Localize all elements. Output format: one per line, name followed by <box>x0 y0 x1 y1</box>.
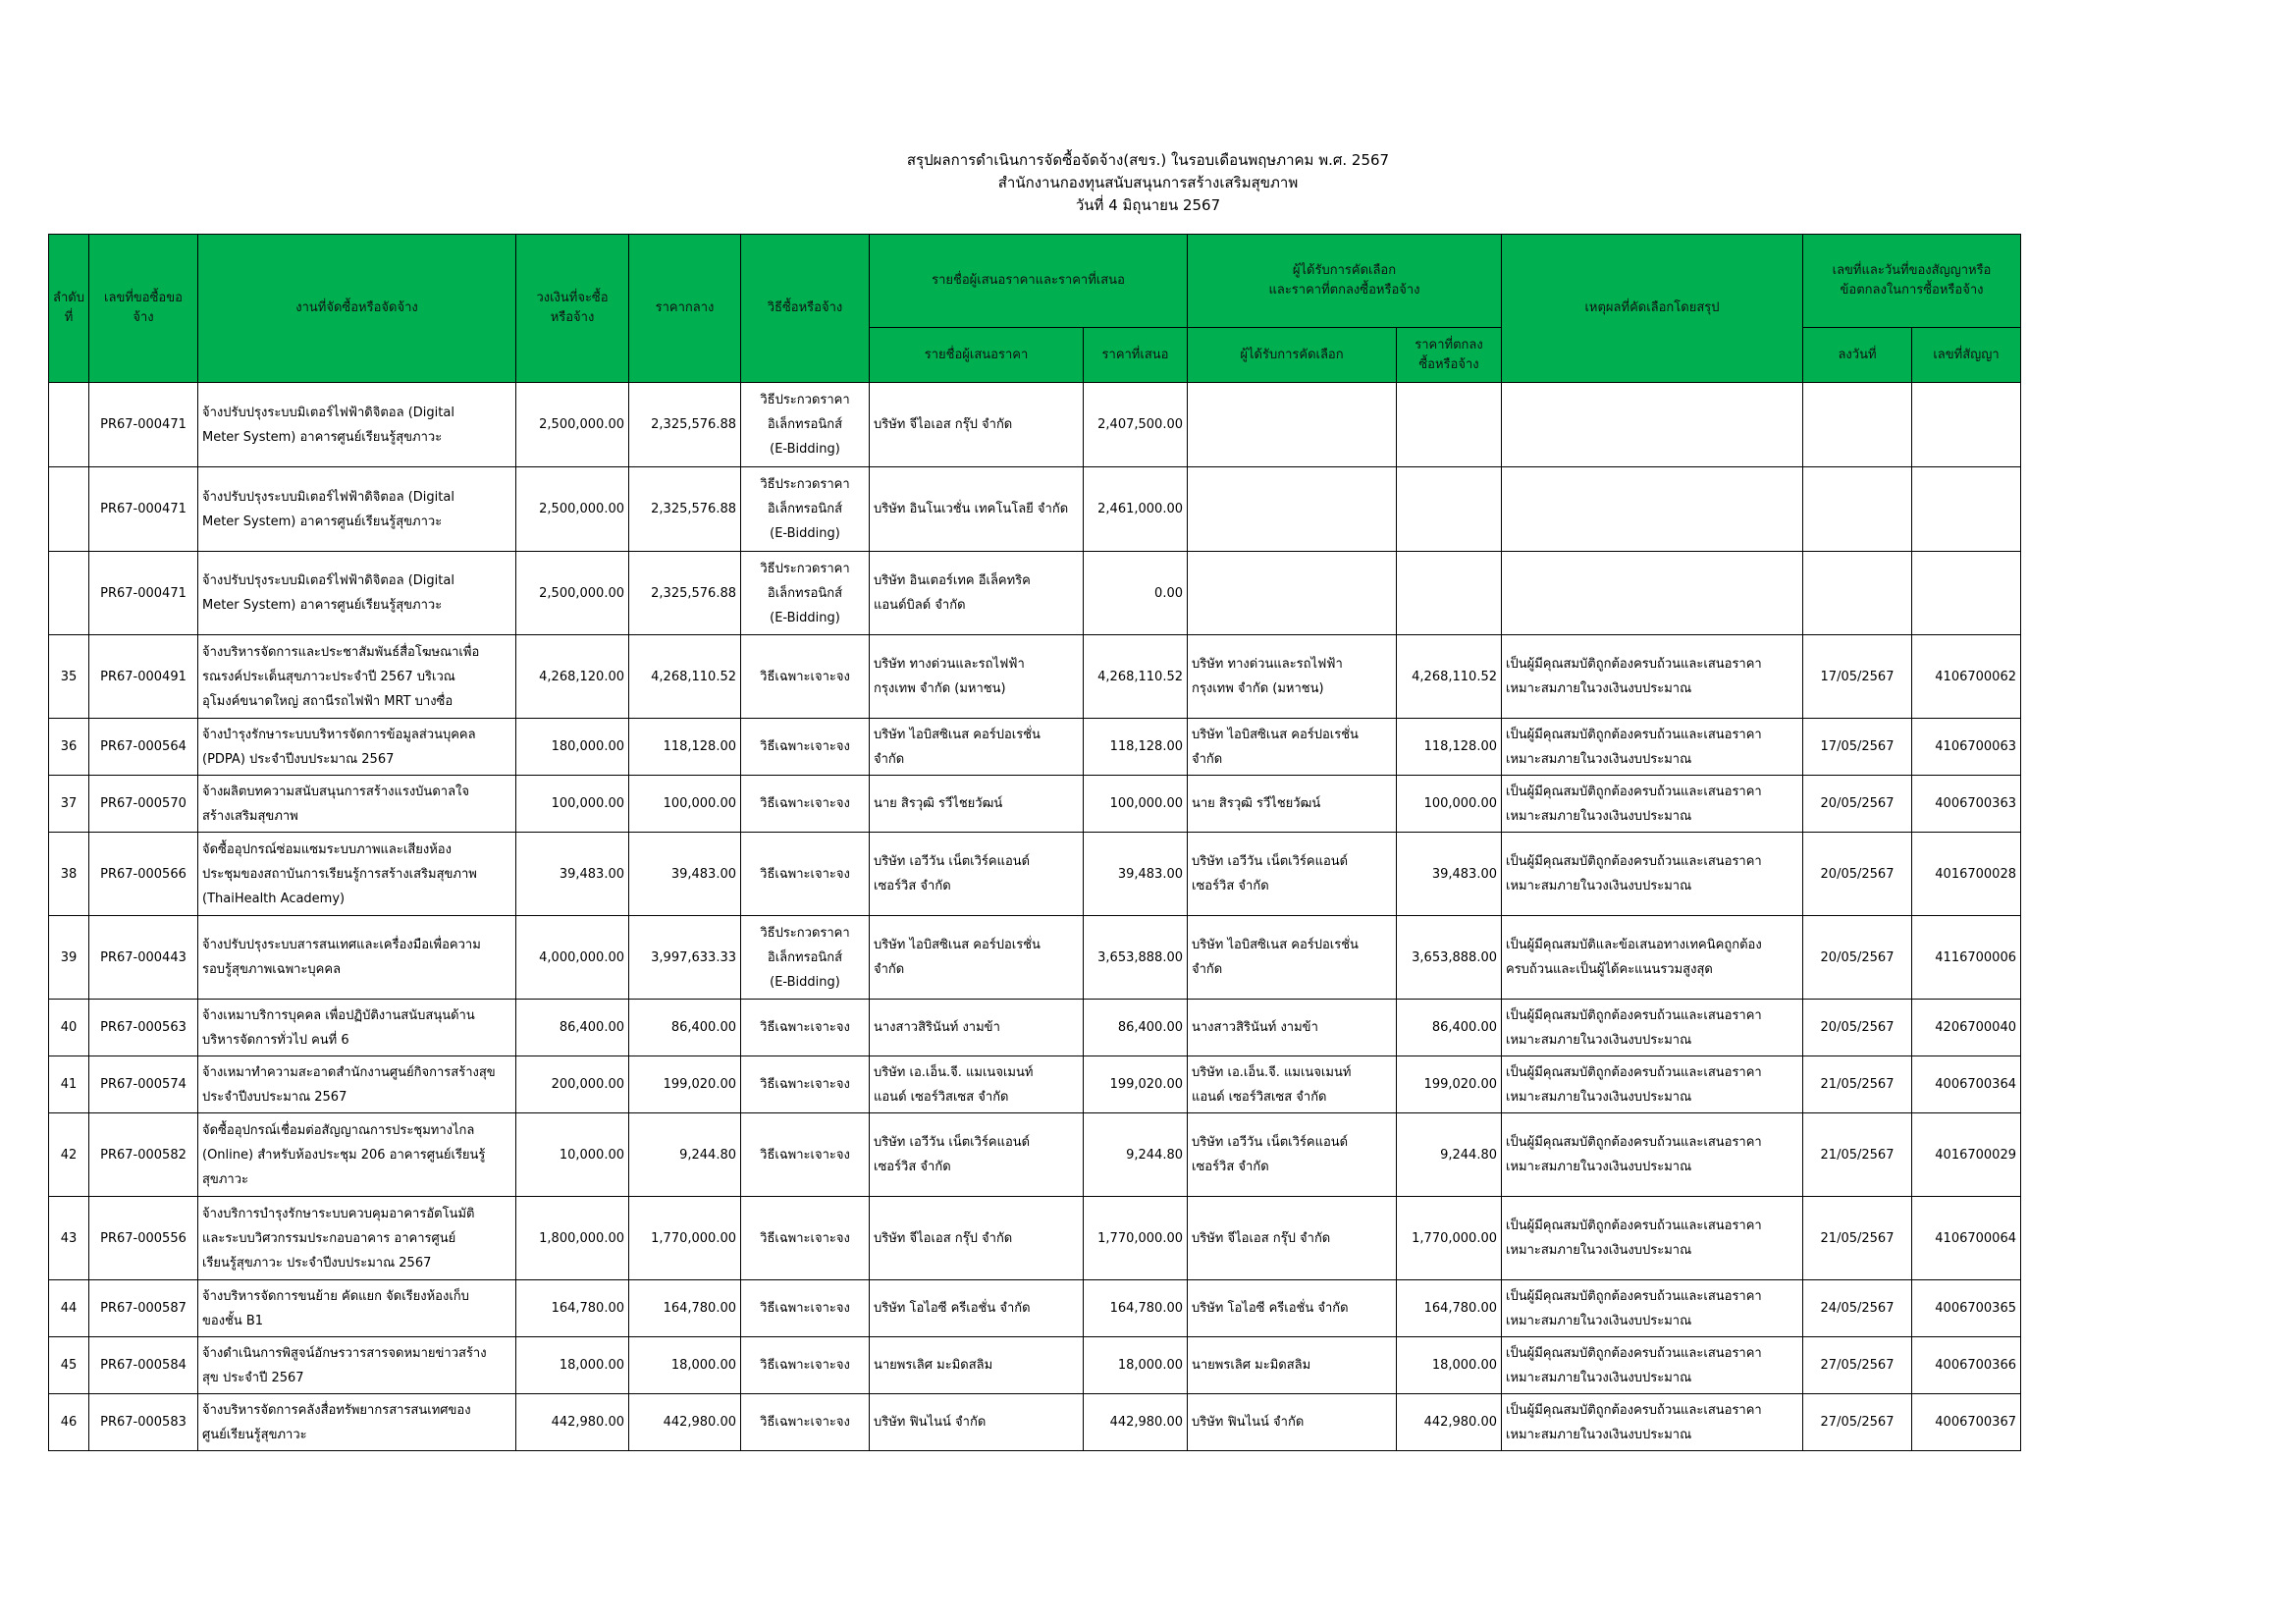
table-row <box>49 635 2021 719</box>
header-bidders-group: รายชื่อผู้เสนอราคาและราคาที่เสนอ <box>870 235 1188 328</box>
contract-number-cell: 4006700363 <box>1912 776 2021 833</box>
median-price-cell: 9,244.80 <box>629 1113 741 1197</box>
bid-price-cell: 3,653,888.00 <box>1084 916 1188 1000</box>
work-description-cell: จ้างปรับปรุงระบบสารสนเทศและเครื่องมือเพื่อความ รอบรู้สุขภาพเฉพาะบุคคล <box>198 916 516 1000</box>
agreed-price-cell: 39,483.00 <box>1397 833 1502 916</box>
seq-cell: 38 <box>49 833 89 916</box>
seq-cell: 40 <box>49 1000 89 1056</box>
agreed-price-cell <box>1397 383 1502 467</box>
bid-price-cell: 4,268,110.52 <box>1084 635 1188 719</box>
contract-number-cell: 4116700006 <box>1912 916 2021 1000</box>
method-cell: วิธีเฉพาะเจาะจง <box>741 1197 870 1280</box>
table-row <box>49 1280 2021 1337</box>
reason-cell: เป็นผู้มีคุณสมบัติถูกต้องครบถ้วนและเสนอราคา เหมาะสมภายในวงเงินงบประมาณ <box>1502 1280 1803 1337</box>
contract-date-cell <box>1803 383 1912 467</box>
contract-number-cell <box>1912 552 2021 635</box>
header-contract-date: ลงวันที่ <box>1803 328 1912 383</box>
bid-price-cell: 2,407,500.00 <box>1084 383 1188 467</box>
contract-date-cell: 24/05/2567 <box>1803 1280 1912 1337</box>
winner-name-cell <box>1188 467 1397 552</box>
budget-cell: 10,000.00 <box>516 1113 629 1197</box>
header-winner-name: ผู้ได้รับการคัดเลือก <box>1188 328 1397 383</box>
budget-cell: 39,483.00 <box>516 833 629 916</box>
contract-date-cell: 21/05/2567 <box>1803 1056 1912 1113</box>
method-cell: วิธีประกวดราคา อิเล็กทรอนิกส์ (E-Bidding) <box>741 552 870 635</box>
header-contract-group: เลขที่และวันที่ของสัญญาหรือ ข้อตกลงในการซื้อหรือจ้าง <box>1803 235 2021 328</box>
bidder-name-cell: นาย สิรวุฒิ รวีไชยวัฒน์ <box>870 776 1084 833</box>
table-row <box>49 552 2021 635</box>
budget-cell: 2,500,000.00 <box>516 552 629 635</box>
bidder-name-cell: นางสาวสิรินันท์ งามข้า <box>870 1000 1084 1056</box>
winner-name-cell: บริษัท ทางด่วนและรถไฟฟ้า กรุงเทพ จำกัด (มหาชน) <box>1188 635 1397 719</box>
reason-cell: เป็นผู้มีคุณสมบัติถูกต้องครบถ้วนและเสนอราคา เหมาะสมภายในวงเงินงบประมาณ <box>1502 776 1803 833</box>
contract-date-cell: 20/05/2567 <box>1803 833 1912 916</box>
pr-number-cell: PR67-000566 <box>89 833 198 916</box>
method-cell: วิธีเฉพาะเจาะจง <box>741 1394 870 1451</box>
reason-cell: เป็นผู้มีคุณสมบัติถูกต้องครบถ้วนและเสนอราคา เหมาะสมภายในวงเงินงบประมาณ <box>1502 1337 1803 1394</box>
bidder-name-cell: บริษัท เอวีวัน เน็ตเวิร์คแอนด์ เซอร์วิส จำกัด <box>870 1113 1084 1197</box>
header-median-price: ราคากลาง <box>629 235 741 383</box>
work-description-cell: จ้างปรับปรุงระบบมิเตอร์ไฟฟ้าดิจิตอล (Digital Meter System) อาคารศูนย์เรียนรู้สุขภาวะ <box>198 467 516 552</box>
pr-number-cell: PR67-000570 <box>89 776 198 833</box>
seq-cell: 37 <box>49 776 89 833</box>
agreed-price-cell: 3,653,888.00 <box>1397 916 1502 1000</box>
budget-cell: 442,980.00 <box>516 1394 629 1451</box>
winner-name-cell: นาย สิรวุฒิ รวีไชยวัฒน์ <box>1188 776 1397 833</box>
agreed-price-cell: 9,244.80 <box>1397 1113 1502 1197</box>
contract-date-cell: 20/05/2567 <box>1803 776 1912 833</box>
method-cell: วิธีประกวดราคา อิเล็กทรอนิกส์ (E-Bidding) <box>741 467 870 552</box>
table-row <box>49 1197 2021 1280</box>
work-description-cell: จ้างปรับปรุงระบบมิเตอร์ไฟฟ้าดิจิตอล (Digital Meter System) อาคารศูนย์เรียนรู้สุขภาวะ <box>198 383 516 467</box>
method-cell: วิธีเฉพาะเจาะจง <box>741 635 870 719</box>
table-row <box>49 383 2021 467</box>
work-description-cell: จ้างปรับปรุงระบบมิเตอร์ไฟฟ้าดิจิตอล (Digital Meter System) อาคารศูนย์เรียนรู้สุขภาวะ <box>198 552 516 635</box>
method-cell: วิธีเฉพาะเจาะจง <box>741 1056 870 1113</box>
work-description-cell: จ้างบริหารจัดการและประชาสัมพันธ์สื่อโฆษณาเพื่อ รณรงค์ประเด็นสุขภาวะประจำปี 2567 บริเวณ อุโมงค์ขนาดใหญ่ สถานีรถไฟฟ้า MRT บางซื่อ <box>198 635 516 719</box>
agreed-price-cell: 4,268,110.52 <box>1397 635 1502 719</box>
bid-price-cell: 1,770,000.00 <box>1084 1197 1188 1280</box>
bidder-name-cell: บริษัท จีไอเอส กรุ๊ป จำกัด <box>870 383 1084 467</box>
agreed-price-cell: 100,000.00 <box>1397 776 1502 833</box>
budget-cell: 2,500,000.00 <box>516 383 629 467</box>
bid-price-cell: 9,244.80 <box>1084 1113 1188 1197</box>
seq-cell: 45 <box>49 1337 89 1394</box>
pr-number-cell: PR67-000574 <box>89 1056 198 1113</box>
budget-cell: 200,000.00 <box>516 1056 629 1113</box>
contract-number-cell: 4206700040 <box>1912 1000 2021 1056</box>
bidder-name-cell: บริษัท ทางด่วนและรถไฟฟ้า กรุงเทพ จำกัด (มหาชน) <box>870 635 1084 719</box>
table-row <box>49 1394 2021 1451</box>
pr-number-cell: PR67-000471 <box>89 467 198 552</box>
method-cell: วิธีเฉพาะเจาะจง <box>741 833 870 916</box>
winner-name-cell: บริษัท จีไอเอส กรุ๊ป จำกัด <box>1188 1197 1397 1280</box>
seq-cell: 41 <box>49 1056 89 1113</box>
table-body <box>49 383 2021 1451</box>
contract-number-cell: 4016700029 <box>1912 1113 2021 1197</box>
bid-price-cell: 442,980.00 <box>1084 1394 1188 1451</box>
contract-number-cell <box>1912 467 2021 552</box>
reason-cell: เป็นผู้มีคุณสมบัติและข้อเสนอทางเทคนิคถูกต้อง ครบถ้วนและเป็นผู้ได้คะแนนรวมสูงสุด <box>1502 916 1803 1000</box>
work-description-cell: จ้างบริหารจัดการขนย้าย คัดแยก จัดเรียงห้องเก็บ ของชั้น B1 <box>198 1280 516 1337</box>
agreed-price-cell: 18,000.00 <box>1397 1337 1502 1394</box>
agreed-price-cell: 118,128.00 <box>1397 719 1502 776</box>
agreed-price-cell: 199,020.00 <box>1397 1056 1502 1113</box>
bid-price-cell: 199,020.00 <box>1084 1056 1188 1113</box>
reason-cell: เป็นผู้มีคุณสมบัติถูกต้องครบถ้วนและเสนอราคา เหมาะสมภายในวงเงินงบประมาณ <box>1502 635 1803 719</box>
bidder-name-cell: บริษัท ฟินไนน์ จำกัด <box>870 1394 1084 1451</box>
seq-cell <box>49 467 89 552</box>
seq-cell <box>49 383 89 467</box>
table-row <box>49 916 2021 1000</box>
bid-price-cell: 0.00 <box>1084 552 1188 635</box>
reason-cell: เป็นผู้มีคุณสมบัติถูกต้องครบถ้วนและเสนอราคา เหมาะสมภายในวงเงินงบประมาณ <box>1502 1197 1803 1280</box>
contract-date-cell: 17/05/2567 <box>1803 719 1912 776</box>
winner-name-cell: บริษัท เอ.เอ็น.จี. แมเนจเมนท์ แอนด์ เซอร์วิสเซส จำกัด <box>1188 1056 1397 1113</box>
winner-name-cell: บริษัท ไอบิสซิเนส คอร์ปอเรชั่น จำกัด <box>1188 916 1397 1000</box>
reason-cell: เป็นผู้มีคุณสมบัติถูกต้องครบถ้วนและเสนอราคา เหมาะสมภายในวงเงินงบประมาณ <box>1502 719 1803 776</box>
header-bidder-name: รายชื่อผู้เสนอราคา <box>870 328 1084 383</box>
pr-number-cell: PR67-000584 <box>89 1337 198 1394</box>
bid-price-cell: 86,400.00 <box>1084 1000 1188 1056</box>
agreed-price-cell: 86,400.00 <box>1397 1000 1502 1056</box>
contract-date-cell: 17/05/2567 <box>1803 635 1912 719</box>
header-pr-number: เลขที่ขอซื้อขอ จ้าง <box>89 235 198 383</box>
table-row <box>49 467 2021 552</box>
contract-date-cell <box>1803 467 1912 552</box>
header-bid-price: ราคาที่เสนอ <box>1084 328 1188 383</box>
table-row <box>49 776 2021 833</box>
report-date: วันที่ 4 มิถุนายน 2567 <box>1075 196 1221 214</box>
bidder-name-cell: บริษัท อินเตอร์เทค อีเล็คทริค แอนด์บิลด์ จำกัด <box>870 552 1084 635</box>
pr-number-cell: PR67-000471 <box>89 383 198 467</box>
bid-price-cell: 164,780.00 <box>1084 1280 1188 1337</box>
winner-name-cell: บริษัท ไอบิสซิเนส คอร์ปอเรชั่น จำกัด <box>1188 719 1397 776</box>
pr-number-cell: PR67-000582 <box>89 1113 198 1197</box>
bidder-name-cell: บริษัท จีไอเอส กรุ๊ป จำกัด <box>870 1197 1084 1280</box>
work-description-cell: จัดซื้ออุปกรณ์เชื่อมต่อสัญญาณการประชุมทางไกล (Online) สำหรับห้องประชุม 206 อาคารศูนย์เรียนรู้ สุขภาวะ <box>198 1113 516 1197</box>
header-agreed-price: ราคาที่ตกลง ซื้อหรือจ้าง <box>1397 328 1502 383</box>
median-price-cell: 199,020.00 <box>629 1056 741 1113</box>
method-cell: วิธีประกวดราคา อิเล็กทรอนิกส์ (E-Bidding) <box>741 383 870 467</box>
contract-number-cell: 4106700063 <box>1912 719 2021 776</box>
median-price-cell: 18,000.00 <box>629 1337 741 1394</box>
budget-cell: 1,800,000.00 <box>516 1197 629 1280</box>
agreed-price-cell <box>1397 467 1502 552</box>
work-description-cell: จ้างเหมาทำความสะอาดสำนักงานศูนย์กิจการสร้างสุข ประจำปีงบประมาณ 2567 <box>198 1056 516 1113</box>
contract-date-cell: 27/05/2567 <box>1803 1394 1912 1451</box>
winner-name-cell <box>1188 383 1397 467</box>
median-price-cell: 2,325,576.88 <box>629 383 741 467</box>
method-cell: วิธีเฉพาะเจาะจง <box>741 719 870 776</box>
contract-date-cell <box>1803 552 1912 635</box>
contract-number-cell: 4016700028 <box>1912 833 2021 916</box>
reason-cell: เป็นผู้มีคุณสมบัติถูกต้องครบถ้วนและเสนอราคา เหมาะสมภายในวงเงินงบประมาณ <box>1502 833 1803 916</box>
bidder-name-cell: บริษัท เอวีวัน เน็ตเวิร์คแอนด์ เซอร์วิส จำกัด <box>870 833 1084 916</box>
bidder-name-cell: บริษัท อินโนเวชั่น เทคโนโลยี จำกัด <box>870 467 1084 552</box>
contract-number-cell: 4006700365 <box>1912 1280 2021 1337</box>
winner-name-cell: บริษัท โอไอซี ครีเอชั่น จำกัด <box>1188 1280 1397 1337</box>
median-price-cell: 1,770,000.00 <box>629 1197 741 1280</box>
table-row <box>49 719 2021 776</box>
method-cell: วิธีเฉพาะเจาะจง <box>741 776 870 833</box>
bid-price-cell: 2,461,000.00 <box>1084 467 1188 552</box>
reason-cell <box>1502 552 1803 635</box>
pr-number-cell: PR67-000471 <box>89 552 198 635</box>
budget-cell: 164,780.00 <box>516 1280 629 1337</box>
document-title-block <box>0 149 2296 217</box>
reason-cell: เป็นผู้มีคุณสมบัติถูกต้องครบถ้วนและเสนอราคา เหมาะสมภายในวงเงินงบประมาณ <box>1502 1056 1803 1113</box>
header-method: วิธีซื้อหรือจ้าง <box>741 235 870 383</box>
contract-number-cell: 4006700366 <box>1912 1337 2021 1394</box>
bid-price-cell: 100,000.00 <box>1084 776 1188 833</box>
budget-cell: 86,400.00 <box>516 1000 629 1056</box>
table-row <box>49 1056 2021 1113</box>
pr-number-cell: PR67-000587 <box>89 1280 198 1337</box>
seq-cell <box>49 552 89 635</box>
bidder-name-cell: บริษัท เอ.เอ็น.จี. แมเนจเมนท์ แอนด์ เซอร์วิสเซส จำกัด <box>870 1056 1084 1113</box>
bidder-name-cell: บริษัท ไอบิสซิเนส คอร์ปอเรชั่น จำกัด <box>870 719 1084 776</box>
seq-cell: 44 <box>49 1280 89 1337</box>
agreed-price-cell: 164,780.00 <box>1397 1280 1502 1337</box>
table-row <box>49 833 2021 916</box>
work-description-cell: จ้างบริหารจัดการคลังสื่อทรัพยากรสารสนเทศของ ศูนย์เรียนรู้สุขภาวะ <box>198 1394 516 1451</box>
budget-cell: 180,000.00 <box>516 719 629 776</box>
bidder-name-cell: บริษัท ไอบิสซิเนส คอร์ปอเรชั่น จำกัด <box>870 916 1084 1000</box>
pr-number-cell: PR67-000583 <box>89 1394 198 1451</box>
contract-number-cell: 4006700364 <box>1912 1056 2021 1113</box>
contract-number-cell: 4006700367 <box>1912 1394 2021 1451</box>
budget-cell: 4,268,120.00 <box>516 635 629 719</box>
seq-cell: 36 <box>49 719 89 776</box>
header-contract-number: เลขที่สัญญา <box>1912 328 2021 383</box>
agreed-price-cell: 442,980.00 <box>1397 1394 1502 1451</box>
median-price-cell: 442,980.00 <box>629 1394 741 1451</box>
contract-date-cell: 27/05/2567 <box>1803 1337 1912 1394</box>
winner-name-cell: นางสาวสิรินันท์ งามข้า <box>1188 1000 1397 1056</box>
contract-number-cell: 4106700064 <box>1912 1197 2021 1280</box>
median-price-cell: 86,400.00 <box>629 1000 741 1056</box>
contract-number-cell <box>1912 383 2021 467</box>
pr-number-cell: PR67-000443 <box>89 916 198 1000</box>
work-description-cell: จัดซื้ออุปกรณ์ซ่อมแซมระบบภาพและเสียงห้อง ประชุมของสถาบันการเรียนรู้การสร้างเสริมสุขภาพ (ThaiHealth Academy) <box>198 833 516 916</box>
reason-cell: เป็นผู้มีคุณสมบัติถูกต้องครบถ้วนและเสนอราคา เหมาะสมภายในวงเงินงบประมาณ <box>1502 1394 1803 1451</box>
budget-cell: 2,500,000.00 <box>516 467 629 552</box>
budget-cell: 100,000.00 <box>516 776 629 833</box>
table-row <box>49 1113 2021 1197</box>
method-cell: วิธีเฉพาะเจาะจง <box>741 1337 870 1394</box>
work-description-cell: จ้างบริการบำรุงรักษาระบบควบคุมอาคารอัตโนมัติ และระบบวิศวกรรมประกอบอาคาร อาคารศูนย์ เรียนรู้สุขภาวะ ประจำปีงบประมาณ 2567 <box>198 1197 516 1280</box>
agreed-price-cell <box>1397 552 1502 635</box>
seq-cell: 42 <box>49 1113 89 1197</box>
pr-number-cell: PR67-000491 <box>89 635 198 719</box>
method-cell: วิธีเฉพาะเจาะจง <box>741 1280 870 1337</box>
median-price-cell: 4,268,110.52 <box>629 635 741 719</box>
header-reason: เหตุผลที่คัดเลือกโดยสรุป <box>1502 235 1803 383</box>
bidder-name-cell: บริษัท โอไอซี ครีเอชั่น จำกัด <box>870 1280 1084 1337</box>
table-row <box>49 1000 2021 1056</box>
contract-number-cell: 4106700062 <box>1912 635 2021 719</box>
pr-number-cell: PR67-000564 <box>89 719 198 776</box>
pr-number-cell: PR67-000556 <box>89 1197 198 1280</box>
median-price-cell: 2,325,576.88 <box>629 467 741 552</box>
median-price-cell: 118,128.00 <box>629 719 741 776</box>
method-cell: วิธีเฉพาะเจาะจง <box>741 1000 870 1056</box>
contract-date-cell: 21/05/2567 <box>1803 1113 1912 1197</box>
bidder-name-cell: นายพรเลิศ มะมิดสลิม <box>870 1337 1084 1394</box>
bid-price-cell: 118,128.00 <box>1084 719 1188 776</box>
winner-name-cell: บริษัท เอวีวัน เน็ตเวิร์คแอนด์ เซอร์วิส จำกัด <box>1188 833 1397 916</box>
agreed-price-cell: 1,770,000.00 <box>1397 1197 1502 1280</box>
bid-price-cell: 39,483.00 <box>1084 833 1188 916</box>
work-description-cell: จ้างดำเนินการพิสูจน์อักษรวารสารจดหมายข่าวสร้าง สุข ประจำปี 2567 <box>198 1337 516 1394</box>
report-title: สรุปผลการดำเนินการจัดซื้อจัดจ้าง(สขร.) ในรอบเดือนพฤษภาคม พ.ศ. 2567 <box>906 151 1390 169</box>
table-header <box>49 235 2021 383</box>
reason-cell <box>1502 383 1803 467</box>
winner-name-cell: บริษัท ฟินไนน์ จำกัด <box>1188 1394 1397 1451</box>
method-cell: วิธีเฉพาะเจาะจง <box>741 1113 870 1197</box>
winner-name-cell: บริษัท เอวีวัน เน็ตเวิร์คแอนด์ เซอร์วิส จำกัด <box>1188 1113 1397 1197</box>
median-price-cell: 164,780.00 <box>629 1280 741 1337</box>
budget-cell: 4,000,000.00 <box>516 916 629 1000</box>
median-price-cell: 39,483.00 <box>629 833 741 916</box>
reason-cell: เป็นผู้มีคุณสมบัติถูกต้องครบถ้วนและเสนอราคา เหมาะสมภายในวงเงินงบประมาณ <box>1502 1000 1803 1056</box>
procurement-table <box>48 234 2021 1451</box>
organization-name: สำนักงานกองทุนสนับสนุนการสร้างเสริมสุขภาพ <box>997 174 1299 191</box>
header-budget: วงเงินที่จะซื้อ หรือจ้าง <box>516 235 629 383</box>
contract-date-cell: 21/05/2567 <box>1803 1197 1912 1280</box>
median-price-cell: 100,000.00 <box>629 776 741 833</box>
header-work: งานที่จัดซื้อหรือจัดจ้าง <box>198 235 516 383</box>
contract-date-cell: 20/05/2567 <box>1803 916 1912 1000</box>
work-description-cell: จ้างเหมาบริการบุคคล เพื่อปฏิบัติงานสนับสนุนด้าน บริหารจัดการทั่วไป คนที่ 6 <box>198 1000 516 1056</box>
bid-price-cell: 18,000.00 <box>1084 1337 1188 1394</box>
header-winner-group: ผู้ได้รับการคัดเลือก และราคาที่ตกลงซื้อหรือจ้าง <box>1188 235 1502 328</box>
reason-cell: เป็นผู้มีคุณสมบัติถูกต้องครบถ้วนและเสนอราคา เหมาะสมภายในวงเงินงบประมาณ <box>1502 1113 1803 1197</box>
seq-cell: 43 <box>49 1197 89 1280</box>
header-seq: ลำดับ ที่ <box>49 235 89 383</box>
reason-cell <box>1502 467 1803 552</box>
winner-name-cell: นายพรเลิศ มะมิดสลิม <box>1188 1337 1397 1394</box>
winner-name-cell <box>1188 552 1397 635</box>
contract-date-cell: 20/05/2567 <box>1803 1000 1912 1056</box>
seq-cell: 46 <box>49 1394 89 1451</box>
seq-cell: 35 <box>49 635 89 719</box>
budget-cell: 18,000.00 <box>516 1337 629 1394</box>
median-price-cell: 3,997,633.33 <box>629 916 741 1000</box>
pr-number-cell: PR67-000563 <box>89 1000 198 1056</box>
seq-cell: 39 <box>49 916 89 1000</box>
table-row <box>49 1337 2021 1394</box>
work-description-cell: จ้างบำรุงรักษาระบบบริหารจัดการข้อมูลส่วนบุคคล (PDPA) ประจำปีงบประมาณ 2567 <box>198 719 516 776</box>
work-description-cell: จ้างผลิตบทความสนับสนุนการสร้างแรงบันดาลใจ สร้างเสริมสุขภาพ <box>198 776 516 833</box>
median-price-cell: 2,325,576.88 <box>629 552 741 635</box>
method-cell: วิธีประกวดราคา อิเล็กทรอนิกส์ (E-Bidding) <box>741 916 870 1000</box>
